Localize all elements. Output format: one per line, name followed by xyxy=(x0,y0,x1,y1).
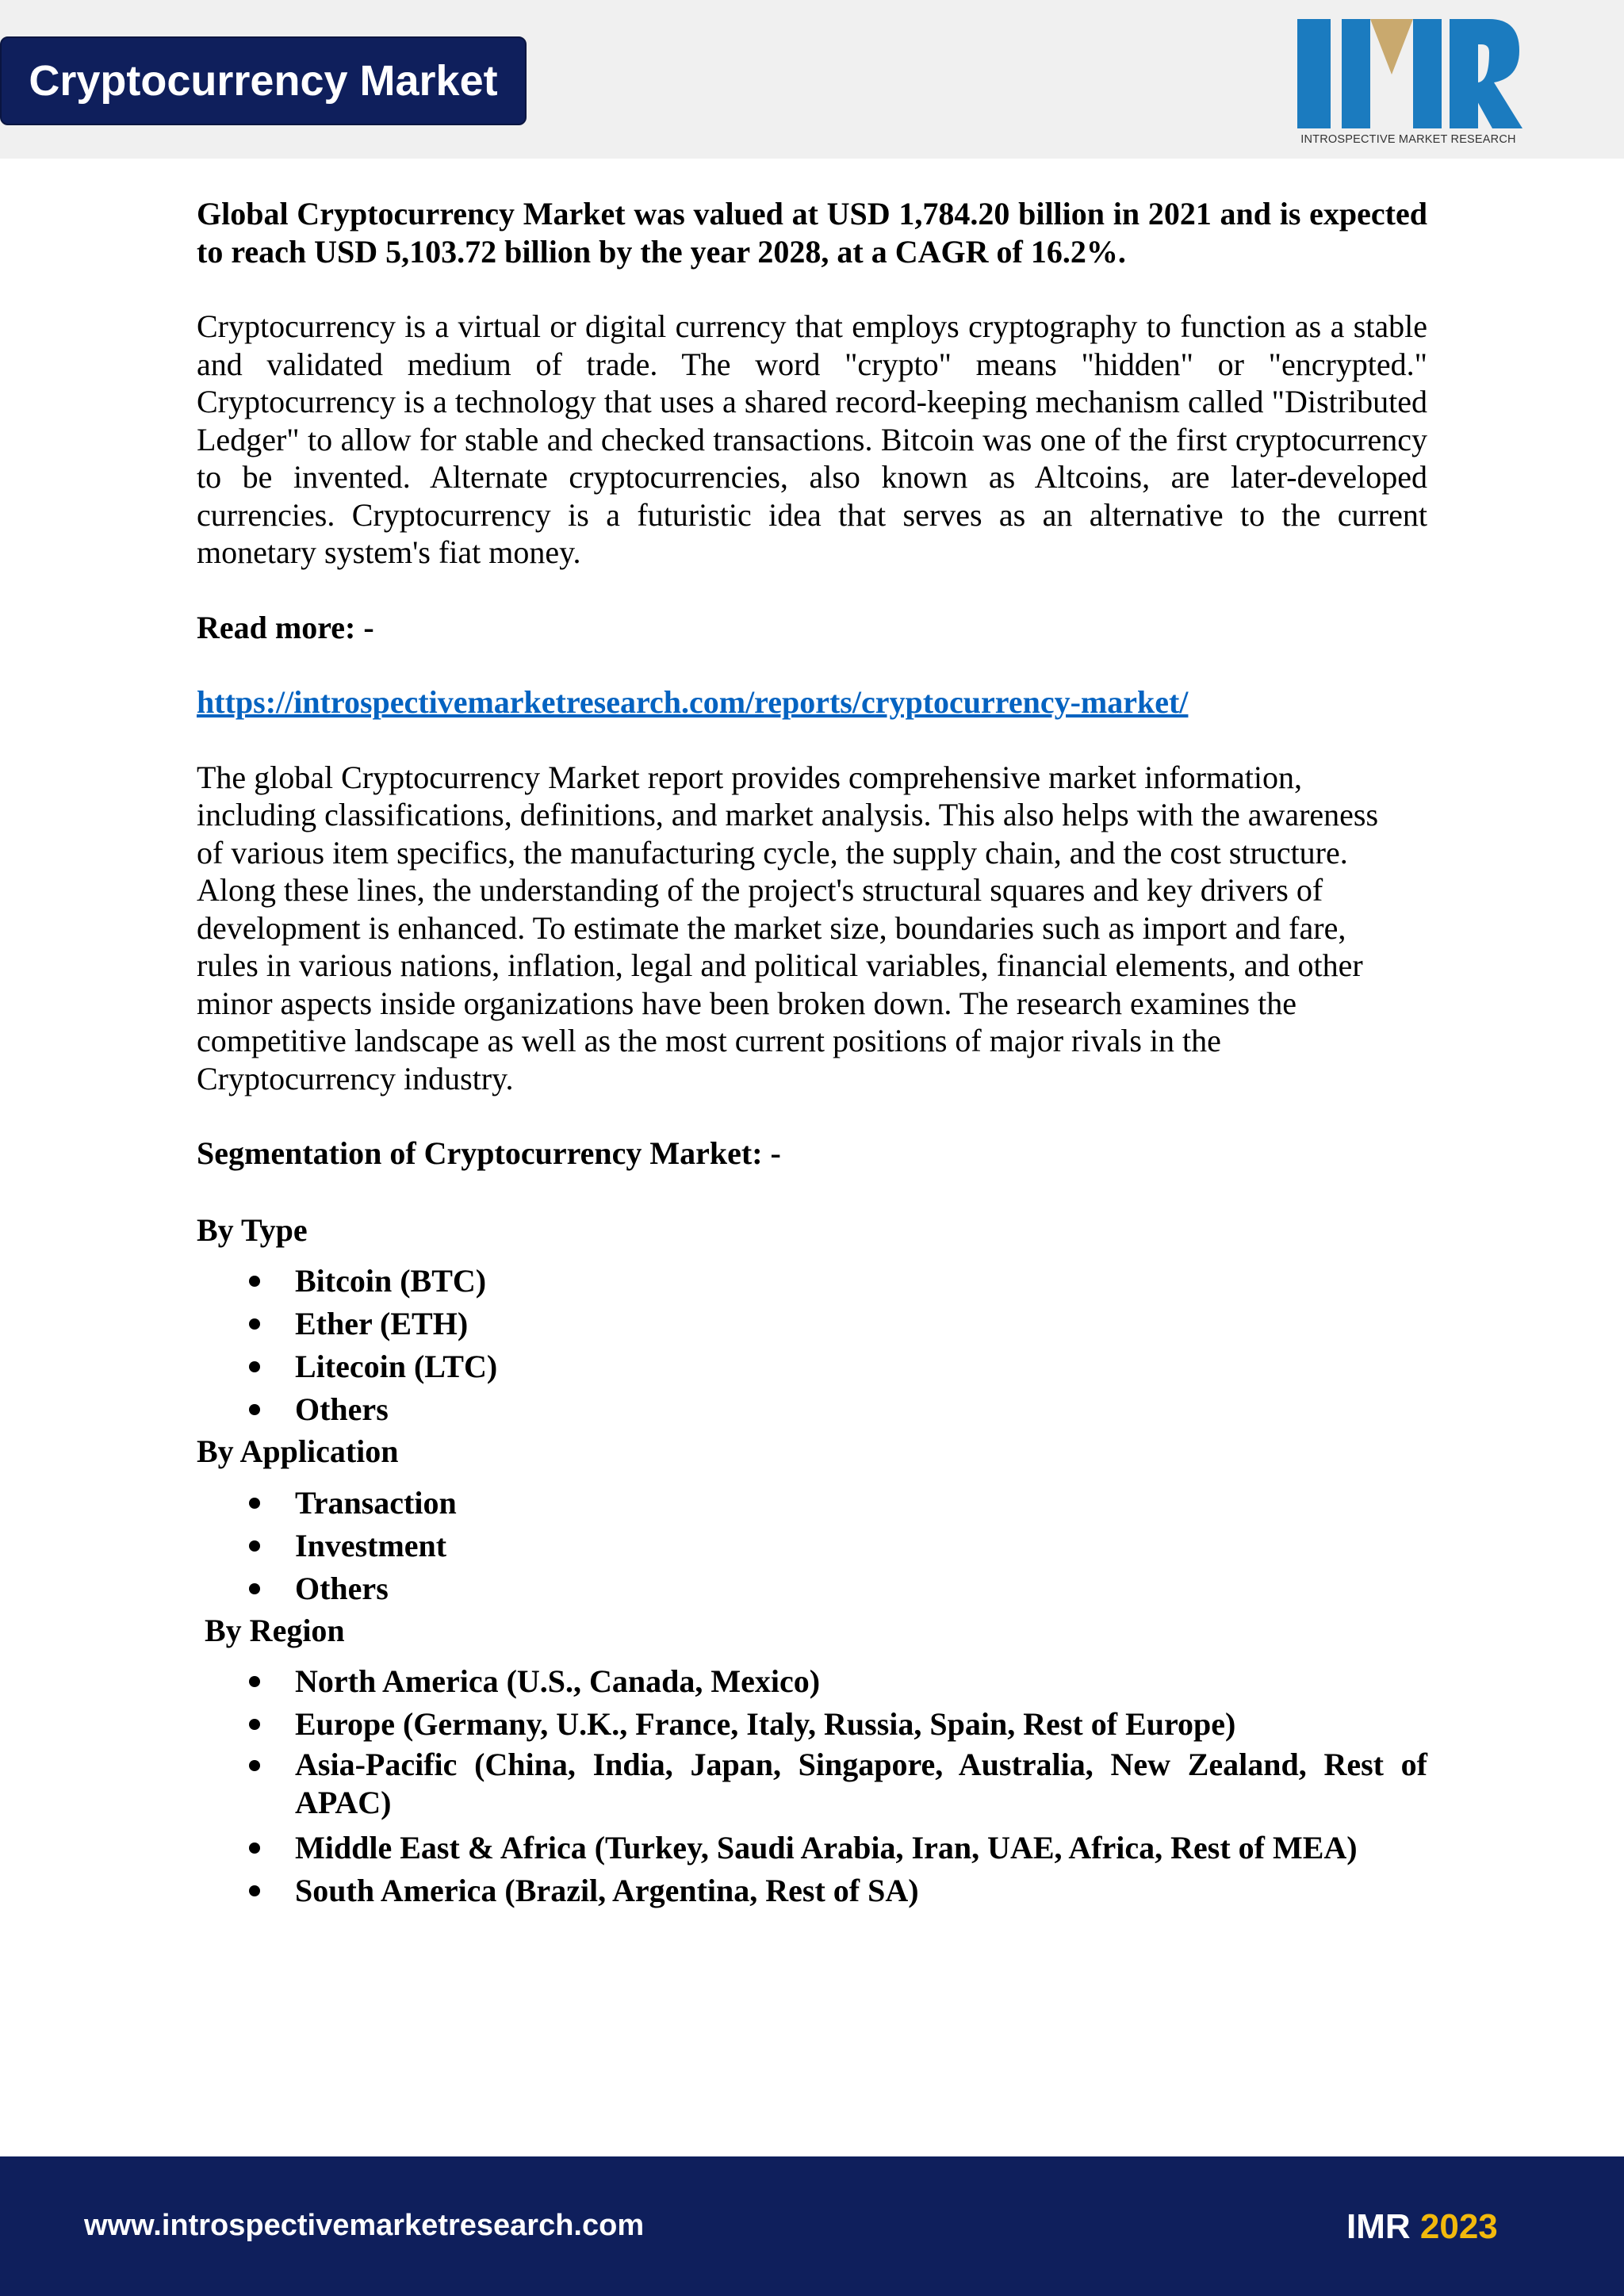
bullet-icon xyxy=(249,1404,260,1415)
bullet-icon xyxy=(249,1843,260,1854)
report-line: competitive landscape as well as the most current positions of major rivals in the xyxy=(197,1023,1221,1058)
bullet-icon xyxy=(249,1361,260,1372)
report-line: of various item specifics, the manufacturing cycle, the supply chain, and the cost structure. xyxy=(197,834,1348,871)
list-item: Litecoin (LTC) xyxy=(197,1345,1427,1388)
footer-brand xyxy=(1346,2207,1498,2247)
list-item: Europe (Germany, U.K., France, Italy, Russia, Spain, Rest of Europe) xyxy=(197,1703,1427,1746)
bullet-icon xyxy=(249,1719,260,1730)
bullet-icon xyxy=(249,1498,260,1509)
report-line: including classifications, definitions, and market analysis. This also helps with the awareness xyxy=(197,797,1379,832)
by-region-heading: By Region xyxy=(205,1612,345,1648)
type-list xyxy=(197,1260,1427,1431)
report-line: Along these lines, the understanding of the project's structural squares and key drivers of xyxy=(197,872,1323,908)
list-item: Bitcoin (BTC) xyxy=(197,1260,1427,1303)
bullet-icon xyxy=(249,1318,260,1330)
list-item: Investment xyxy=(197,1525,1427,1567)
bullet-icon xyxy=(249,1885,260,1896)
bullet-icon xyxy=(249,1583,260,1594)
bullet-icon xyxy=(249,1276,260,1287)
report-overview xyxy=(197,759,1427,1098)
market-headline: Global Cryptocurrency Market was valued at USD 1,784.20 billion in 2021 and is expected to reach USD 5,103.72 billion by the year 2028, at a CAGR of 16.2%. xyxy=(197,196,1427,270)
list-item: Asia-Pacific (China, India, Japan, Singapore, Australia, New Zealand, Rest of APAC) xyxy=(197,1746,1427,1822)
by-type-heading: By Type xyxy=(197,1211,308,1248)
read-more-label: Read more: - xyxy=(197,609,374,645)
list-item: North America (U.S., Canada, Mexico) xyxy=(197,1660,1427,1703)
report-link[interactable]: https://introspectivemarketresearch.com/reports/cryptocurrency-market/ xyxy=(197,684,1189,720)
report-line: The global Cryptocurrency Market report provides comprehensive market information, xyxy=(197,759,1302,795)
page-title: Cryptocurrency Market xyxy=(29,57,498,105)
title-banner xyxy=(0,36,527,125)
footer-year: 2023 xyxy=(1419,2207,1498,2246)
bullet-icon xyxy=(249,1676,260,1687)
report-line: minor aspects inside organizations have been broken down. The research examines the xyxy=(197,985,1297,1021)
bullet-icon xyxy=(249,1760,260,1771)
imr-logo-mark xyxy=(1294,16,1522,132)
report-line: Cryptocurrency industry. xyxy=(197,1060,514,1096)
list-item: Others xyxy=(197,1567,1427,1610)
application-list xyxy=(197,1482,1427,1610)
list-item: Others xyxy=(197,1388,1427,1431)
by-application-heading: By Application xyxy=(197,1433,399,1469)
logo-tagline: INTROSPECTIVE MARKET RESEARCH xyxy=(1300,133,1516,146)
list-item: Ether (ETH) xyxy=(197,1303,1427,1345)
list-item: Middle East & Africa (Turkey, Saudi Arabia, Iran, UAE, Africa, Rest of MEA) xyxy=(197,1827,1427,1869)
list-item: South America (Brazil, Argentina, Rest of SA) xyxy=(197,1869,1427,1912)
list-item: Transaction xyxy=(197,1482,1427,1525)
segmentation-heading: Segmentation of Cryptocurrency Market: - xyxy=(197,1135,781,1171)
footer-brand-name: IMR xyxy=(1346,2207,1411,2246)
bullet-icon xyxy=(249,1540,260,1552)
region-list xyxy=(197,1660,1427,1912)
report-line: rules in various nations, inflation, legal and political variables, financial elements, and other xyxy=(197,947,1363,983)
report-line: development is enhanced. To estimate the market size, boundaries such as import and fare, xyxy=(197,909,1346,946)
footer-bar xyxy=(0,2156,1624,2296)
document-body xyxy=(197,195,1427,1912)
market-description: Cryptocurrency is a virtual or digital currency that employs cryptography to function as a stable and validated medium of trade. The word "crypto" means "hidden" or "encrypted." Cryptocurrency is a technology that uses a shared record-keeping mechanism called "Distributed Ledger" to allow for stable and checked transactions. Bitcoin was one of the first cryptocurrency to be invented. Alternate cryptocurrencies, also known as Altcoins, are later-developed currencies. Cryptocurrency is a futuristic idea that serves as an alternative to the current monetary system's fiat money. xyxy=(197,308,1427,570)
imr-logo xyxy=(1291,16,1526,151)
footer-website-link[interactable]: www.introspectivemarketresearch.com xyxy=(84,2209,645,2242)
